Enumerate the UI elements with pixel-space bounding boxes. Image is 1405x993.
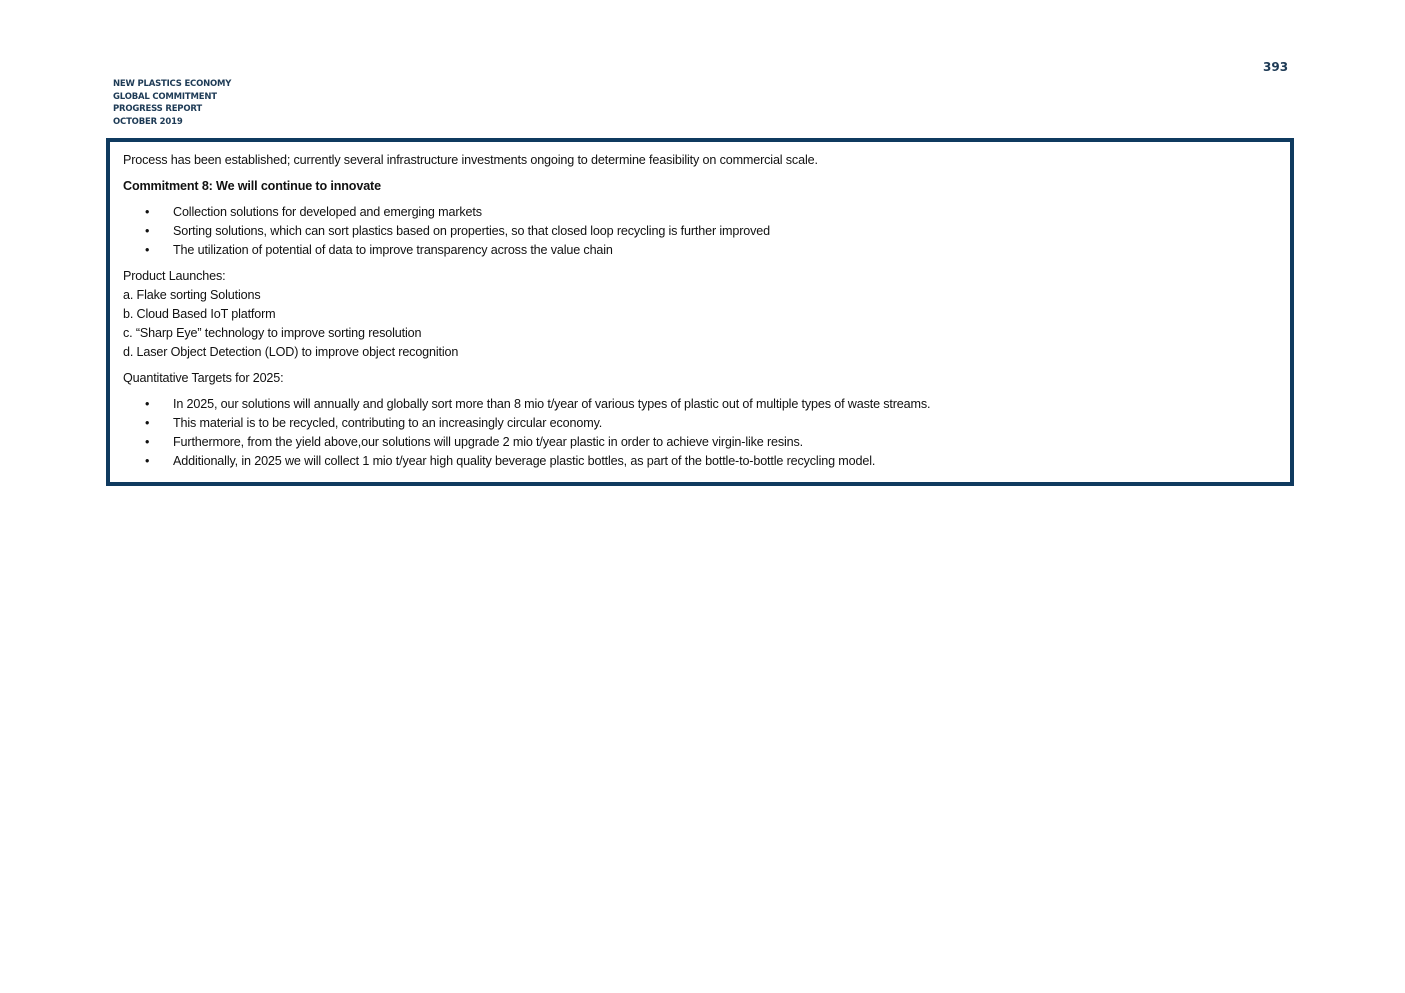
bullet-text: Additionally, in 2025 we will collect 1 mio t/year high quality beverage plastic bottles, as part of the bottle-to-bottle recycling model.	[173, 454, 876, 468]
intro-paragraph: Process has been established; currently several infrastructure investments ongoing to determine feasibility on commercial scale.	[123, 153, 818, 167]
product-launch-item: c. “Sharp Eye” technology to improve sorting resolution	[123, 326, 422, 340]
bullet-text: Sorting solutions, which can sort plastics based on properties, so that closed loop recycling is further improved	[173, 224, 770, 238]
bullet-text: The utilization of potential of data to improve transparency across the value chain	[173, 243, 613, 257]
commitment-heading: Commitment 8: We will continue to innovate	[123, 179, 381, 193]
product-launch-item: b. Cloud Based IoT platform	[123, 307, 276, 321]
product-launches-heading: Product Launches:	[123, 269, 226, 283]
header-line-program: NEW PLASTICS ECONOMY	[113, 79, 232, 89]
bullet-text: Collection solutions for developed and emerging markets	[173, 205, 482, 219]
header-line-report: PROGRESS REPORT	[113, 104, 202, 114]
bullet-text: In 2025, our solutions will annually and globally sort more than 8 mio t/year of various types of plastic out of multiple types of waste streams.	[173, 397, 931, 411]
bullet-icon: •	[145, 416, 150, 430]
bullet-icon: •	[145, 435, 150, 449]
list-item	[123, 452, 1290, 471]
report-header	[113, 78, 231, 128]
list-item	[123, 203, 1290, 222]
bullet-icon: •	[145, 205, 150, 219]
bullet-icon: •	[145, 224, 150, 238]
content-box	[106, 138, 1294, 486]
targets-bullet-list	[123, 395, 1290, 471]
list-item	[123, 395, 1290, 414]
bullet-text: Furthermore, from the yield above,our solutions will upgrade 2 mio t/year plastic in order to achieve virgin-like resins.	[173, 435, 804, 449]
bullet-icon: •	[145, 454, 150, 468]
bullet-icon: •	[145, 243, 150, 257]
header-line-commitment: GLOBAL COMMITMENT	[113, 91, 217, 102]
list-item	[123, 241, 1290, 260]
page-number: 393	[1263, 60, 1289, 74]
list-item	[123, 414, 1290, 433]
product-launch-item: a. Flake sorting Solutions	[123, 288, 261, 302]
targets-heading: Quantitative Targets for 2025:	[123, 371, 284, 385]
list-item	[123, 433, 1290, 452]
commitment-bullet-list	[123, 203, 1290, 260]
product-launch-item: d. Laser Object Detection (LOD) to improve object recognition	[123, 345, 459, 359]
list-item	[123, 222, 1290, 241]
header-line-date: OCTOBER 2019	[113, 116, 183, 127]
bullet-text: This material is to be recycled, contributing to an increasingly circular economy.	[173, 416, 603, 430]
bullet-icon: •	[145, 397, 150, 411]
